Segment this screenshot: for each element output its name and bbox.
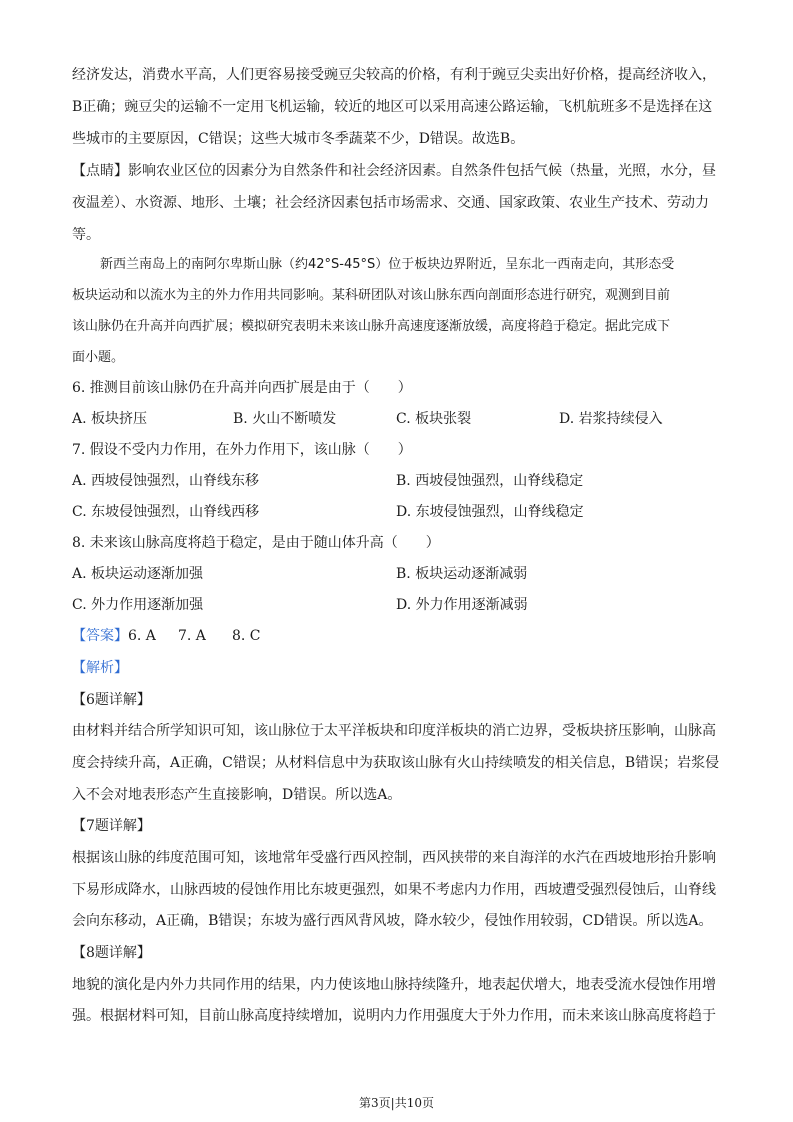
text-line: 些城市的主要原因，C错误；这些大城市冬季蔬菜不少，D错误。故选B。 <box>72 131 525 147</box>
text-line: 强。根据材料可知，目前山脉高度持续增加，说明内力作用强度大于外力作用，而未来该山脉高度将趋于 <box>72 1008 716 1024</box>
question-8-options-cd <box>72 590 722 621</box>
option-d: D. 岩浆持续侵入 <box>559 411 663 427</box>
text-line: 根据该山脉的纬度范围可知，该地常年受盛行西风控制，西风挟带的来自海洋的水汽在西坡地形抬升影响 <box>72 850 716 866</box>
option-b: B. 火山不断喷发 <box>233 411 337 427</box>
text-line: 入不会对地表形态产生直接影响，D错误。所以选A。 <box>72 787 402 803</box>
option-a: A. 板块运动逐渐加强 <box>72 566 204 582</box>
text-line: 经济发达，消费水平高，人们更容易接受豌豆尖较高的价格，有利于豌豆尖卖出好价格，提高经济收入， <box>72 67 716 83</box>
text-line: 地貌的演化是内外力共同作用的结果，内力使该地山脉持续隆升，地表起伏增大，地表受流水侵蚀作用增 <box>72 977 716 993</box>
answer-8: 8. C <box>232 628 261 644</box>
answer-7: 7. A <box>178 628 206 644</box>
question-7-options-cd <box>72 497 722 528</box>
tip-tag: 【点睛】 <box>72 163 128 179</box>
passage-line: 新西兰南岛上的南阿尔卑斯山脉（约42°S-45°S）位于板块边界附近，呈东北一西南走向，其形态受 <box>100 257 675 272</box>
text-line: 影响农业区位的因素分为自然条件和社会经济因素。自然条件包括气候（热量，光照，水分，昼 <box>128 163 716 179</box>
text-line: 下易形成降水，山脉西坡的侵蚀作用比东坡更强烈，如果不考虑内力作用，西坡遭受强烈侵蚀后，山脊线 <box>72 882 716 898</box>
text-line: 等。 <box>72 227 100 243</box>
detail-7-title: 【7题详解】 <box>72 818 151 834</box>
question-7-stem: 7. 假设不受内力作用，在外力作用下，该山脉（ ） <box>72 442 412 458</box>
text-line: 夜温差）、水资源、地形、土壤；社会经济因素包括市场需求、交通、国家政策、农业生产技术、劳动力 <box>72 195 709 211</box>
option-c: C. 东坡侵蚀强烈，山脊线西移 <box>72 504 260 520</box>
passage-line: 面小题。 <box>72 350 125 365</box>
answer-tag: 【答案】 <box>72 628 128 644</box>
option-a: A. 板块挤压 <box>72 411 148 427</box>
page-footer: 第3页|共10页 <box>359 1096 434 1110</box>
question-8-options-ab <box>72 559 722 590</box>
analysis-tag: 【解析】 <box>72 660 128 676</box>
detail-6-title: 【6题详解】 <box>72 692 151 708</box>
question-6-stem: 6. 推测目前该山脉仍在升高并向西扩展是由于（ ） <box>72 380 412 396</box>
option-d: D. 外力作用逐渐减弱 <box>396 597 528 613</box>
passage-line: 该山脉仍在升高并向西扩展；模拟研究表明未来该山脉升高速度逐渐放缓，高度将趋于稳定。据此完成下 <box>72 319 671 334</box>
text-line: 度会持续升高，A正确，C错误；从材料信息中为获取该山脉有火山持续喷发的相关信息，B错误；岩浆侵 <box>72 755 720 771</box>
text-line: 由材料并结合所学知识可知，该山脉位于太平洋板块和印度洋板块的消亡边界，受板块挤压影响，山脉高 <box>72 723 716 739</box>
option-b: B. 板块运动逐渐减弱 <box>396 566 528 582</box>
answer-6: 6. A <box>128 628 156 644</box>
passage-line: 板块运动和以流水为主的外力作用共同影响。某科研团队对该山脉东西向剖面形态进行研究，观测到目前 <box>72 288 671 303</box>
option-a: A. 西坡侵蚀强烈，山脊线东移 <box>72 473 260 489</box>
option-d: D. 东坡侵蚀强烈，山脊线稳定 <box>396 504 584 520</box>
option-b: B. 西坡侵蚀强烈，山脊线稳定 <box>396 473 584 489</box>
answer-line <box>72 621 722 652</box>
option-c: C. 板块张裂 <box>396 411 472 427</box>
question-7-options-ab <box>72 466 722 497</box>
text-line: B正确；豌豆尖的运输不一定用飞机运输，较近的地区可以采用高速公路运输，飞机航班多不是选择在这 <box>72 99 713 115</box>
question-6-options <box>72 404 722 435</box>
question-8-stem: 8. 未来该山脉高度将趋于稳定，是由于随山体升高（ ） <box>72 535 440 551</box>
tip-paragraph <box>72 156 722 187</box>
detail-8-title: 【8题详解】 <box>72 945 151 961</box>
text-line: 会向东移动，A正确，B错误；东坡为盛行西风背风坡，降水较少，侵蚀作用较弱，CD错误。所以选A。 <box>72 913 713 929</box>
option-c: C. 外力作用逐渐加强 <box>72 597 204 613</box>
